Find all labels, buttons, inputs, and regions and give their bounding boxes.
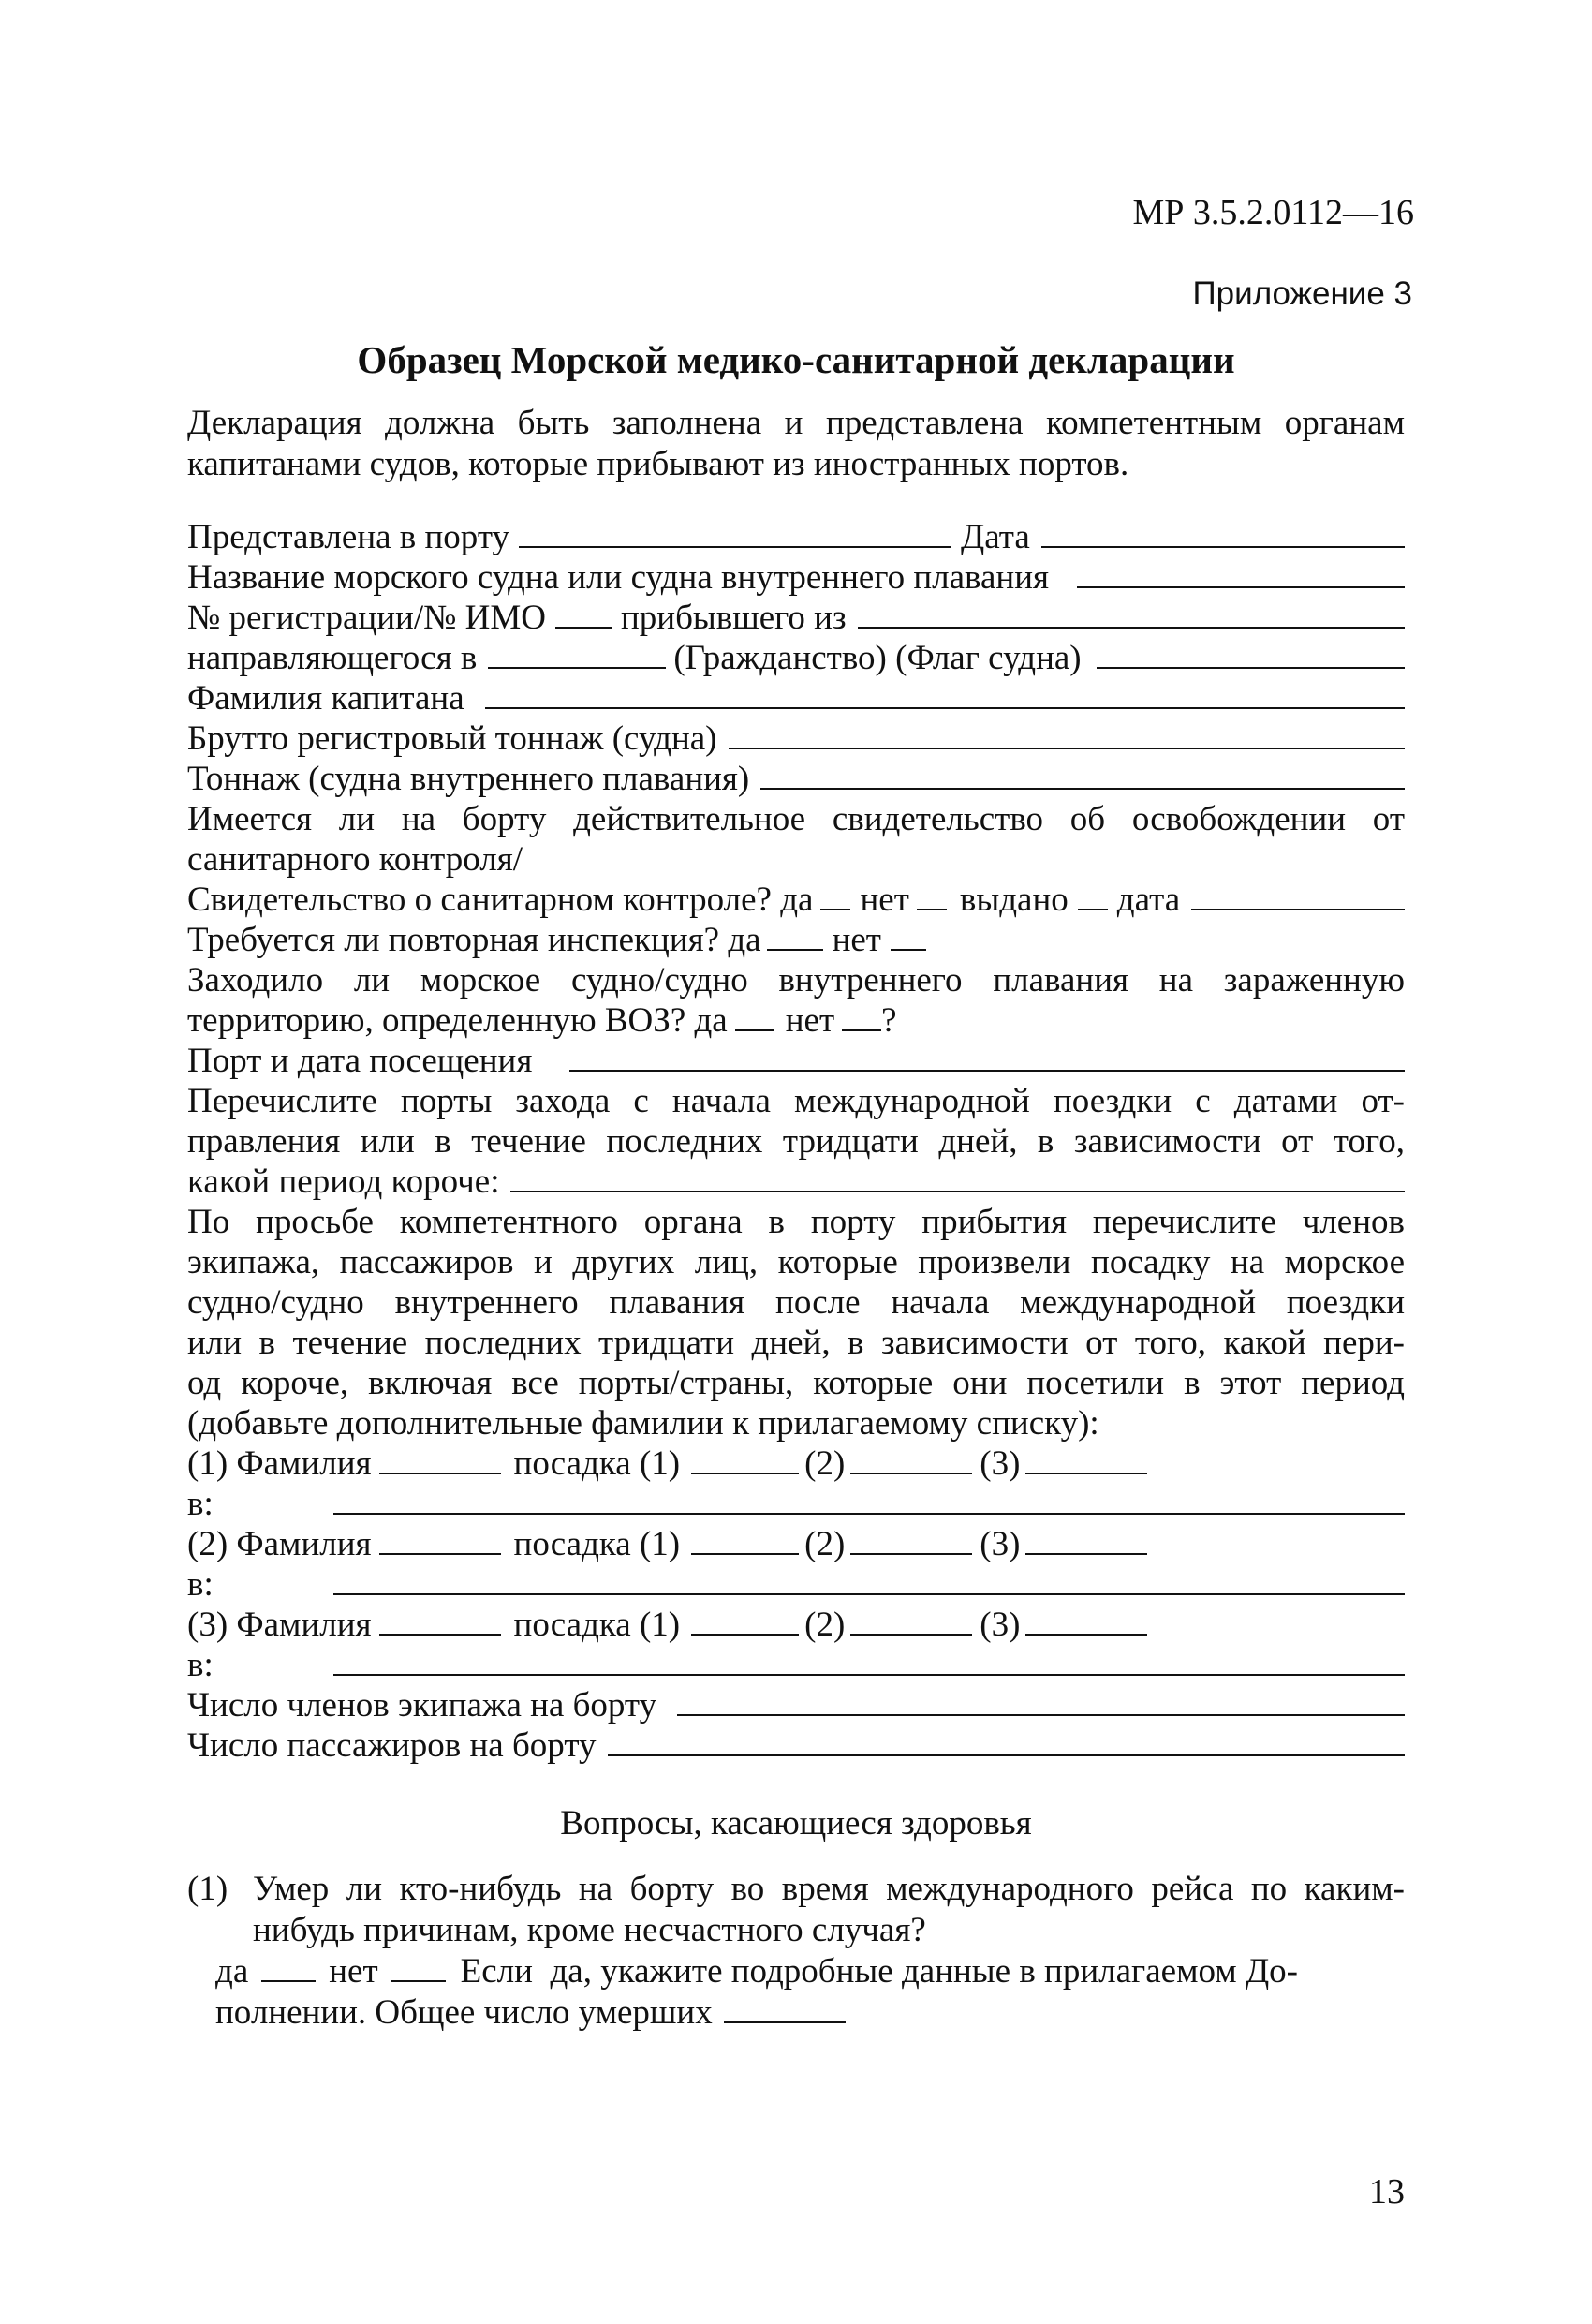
ports-visited-blank[interactable]	[333, 1487, 1405, 1515]
crew-list-last-line: (добавьте дополнительные фамилии к прилагаемому списку):	[187, 1404, 1099, 1443]
form-row-ports-list	[187, 1162, 1405, 1202]
reinspection-yes-blank[interactable]	[767, 923, 823, 951]
yes-blank[interactable]	[261, 1954, 316, 1982]
inland-tonnage-label: Тоннаж (судна внутреннего плавания)	[187, 760, 750, 798]
certificate-date-label: дата	[1116, 881, 1181, 919]
document-code: МР 3.5.2.0112—16	[1132, 193, 1414, 232]
captain-name-label: Фамилия капитана	[187, 679, 464, 718]
question-number: (1)	[187, 1870, 228, 1908]
person-row	[187, 1605, 1405, 1645]
page-number: 13	[1369, 2172, 1405, 2212]
person-ports-row	[187, 1484, 1405, 1524]
total-deaths-label: полнении. Общее число умерших	[215, 1993, 713, 2032]
appendix-label: Приложение 3	[1192, 275, 1412, 312]
boarding-2-blank[interactable]	[850, 1607, 972, 1636]
gross-tonnage-blank[interactable]	[729, 721, 1406, 749]
ports-list-blank[interactable]	[510, 1164, 1405, 1192]
reinspection-no-label: нет	[832, 921, 881, 959]
boarding-3-blank[interactable]	[1025, 1607, 1147, 1636]
port-blank[interactable]	[519, 520, 951, 548]
form-row-port-date-visit	[187, 1041, 1405, 1081]
person-surname-label: (3) Фамилия	[187, 1606, 372, 1644]
boarding-2-blank[interactable]	[850, 1446, 972, 1474]
ports-visited-blank[interactable]	[333, 1648, 1405, 1676]
certificate-no-label: нет	[860, 881, 909, 919]
total-deaths-blank[interactable]	[724, 1995, 846, 2023]
arrived-from-blank[interactable]	[858, 600, 1405, 629]
if-yes-text: Если да, укажите подробные данные в прилагаемом До-	[460, 1952, 1298, 1991]
in-label: в:	[187, 1646, 214, 1684]
form-row-heading-to	[187, 638, 1405, 678]
boarding-label: посадка (1)	[513, 1525, 681, 1563]
health-section-title: Вопросы, касающиеся здоровья	[560, 1804, 1032, 1843]
vessel-name-blank[interactable]	[1077, 560, 1405, 588]
boarding-2-label: (2)	[804, 1525, 846, 1563]
intro-paragraph: Декларация должна быть заполнена и представлена компетентным органам капитанами судов, которые прибывают из иностранных портов.	[187, 404, 1405, 483]
boarding-1-blank[interactable]	[691, 1446, 799, 1474]
form-row-inland-tonnage	[187, 759, 1405, 799]
form-row-reinspection	[187, 920, 1405, 960]
question-text: Умер ли кто-нибудь на борту во время международного рейса по каким-нибудь причинам, кроме несчастного случая?	[253, 1870, 1405, 1949]
question-answer-row	[215, 1951, 1405, 1992]
page-title: Образец Морской медико-санитарной декларации	[357, 338, 1235, 381]
no-blank[interactable]	[391, 1954, 446, 1982]
affected-no-blank[interactable]	[842, 1003, 881, 1031]
form-row-affected-answer	[187, 1000, 1405, 1041]
question-total-row	[215, 1992, 1405, 2034]
person-surname-label: (2) Фамилия	[187, 1525, 372, 1563]
form-row-crew-count	[187, 1685, 1405, 1725]
yes-label: да	[215, 1952, 249, 1991]
crew-list-line: или в течение последних тридцати дней, в зависимости от того, какой пери-	[187, 1324, 1405, 1362]
boarding-2-label: (2)	[804, 1606, 846, 1644]
crew-list-line: По просьбе компетентного органа в порту прибытия перечислите членов	[187, 1203, 1405, 1241]
ports-list-line3: какой период короче:	[187, 1162, 500, 1201]
presented-in-port-label: Представлена в порту	[187, 518, 510, 556]
in-label: в:	[187, 1485, 214, 1523]
reinspection-question-label: Требуется ли повторная инспекция? да	[187, 921, 761, 959]
crew-count-blank[interactable]	[677, 1688, 1405, 1716]
boarding-3-blank[interactable]	[1025, 1446, 1147, 1474]
form-row-certificate	[187, 880, 1405, 920]
exemption-question-line1: Имеется ли на борту действительное свидетельство об освобождении от	[187, 800, 1405, 838]
ports-list-line1: Перечислите порты захода с начала международной поездки с датами от-	[187, 1082, 1405, 1120]
person-row	[187, 1443, 1405, 1484]
nationality-flag-label: (Гражданство) (Флаг судна)	[673, 639, 1082, 677]
affected-question-line1: Заходило ли морское судно/судно внутреннего плавания на зараженную	[187, 961, 1405, 999]
person-ports-row	[187, 1645, 1405, 1685]
in-label: в:	[187, 1565, 214, 1604]
arrived-from-label: прибывшего из	[621, 599, 847, 637]
passenger-count-label: Число пассажиров на борту	[187, 1726, 597, 1765]
boarding-3-blank[interactable]	[1025, 1527, 1147, 1555]
boarding-2-blank[interactable]	[850, 1527, 972, 1555]
certificate-yes-blank[interactable]	[820, 882, 850, 910]
declaration-form	[187, 517, 1405, 1766]
ports-list-line2: правления или в течение последних тридцати дней, в зависимости от того,	[187, 1122, 1405, 1161]
form-row-passenger-count	[187, 1725, 1405, 1766]
certificate-question-label: Свидетельство о санитарном контроле? да	[187, 881, 814, 919]
surname-blank[interactable]	[379, 1446, 501, 1474]
health-question-1	[187, 1869, 1405, 2034]
surname-blank[interactable]	[379, 1607, 501, 1636]
crew-list-line: судно/судно внутреннего плавания после начала международной поездки	[187, 1283, 1405, 1322]
boarding-1-blank[interactable]	[691, 1527, 799, 1555]
boarding-2-label: (2)	[804, 1444, 846, 1483]
form-row-port	[187, 517, 1405, 557]
flag-blank[interactable]	[1097, 641, 1405, 669]
heading-to-label: направляющегося в	[187, 639, 478, 677]
registration-label: № регистрации/№ ИМО	[187, 599, 546, 637]
registration-blank[interactable]	[555, 600, 612, 629]
port-date-visit-blank[interactable]	[569, 1044, 1405, 1072]
affected-question-line2: территорию, определенную ВОЗ? да	[187, 1001, 728, 1040]
boarding-3-label: (3)	[980, 1525, 1021, 1563]
person-ports-row	[187, 1564, 1405, 1605]
person-row	[187, 1524, 1405, 1564]
no-label: нет	[329, 1952, 378, 1991]
certificate-date-blank[interactable]	[1191, 882, 1405, 910]
exemption-question-line2-row	[187, 839, 1405, 880]
captain-name-blank[interactable]	[485, 681, 1405, 709]
boarding-label: посадка (1)	[513, 1444, 681, 1483]
date-label: Дата	[961, 518, 1030, 556]
certificate-no-blank[interactable]	[917, 882, 947, 910]
port-date-visit-label: Порт и дата посещения	[187, 1042, 533, 1080]
person-surname-label: (1) Фамилия	[187, 1444, 372, 1483]
crew-list-last-row	[187, 1403, 1405, 1443]
boarding-3-label: (3)	[980, 1606, 1021, 1644]
issued-label: выдано	[959, 881, 1069, 919]
question-mark: ?	[881, 1001, 897, 1040]
reinspection-no-blank[interactable]	[891, 923, 926, 951]
crew-count-label: Число членов экипажа на борту	[187, 1686, 657, 1724]
affected-no-label: нет	[785, 1001, 835, 1040]
vessel-name-label: Название морского судна или судна внутреннего плавания	[187, 558, 1050, 597]
passenger-count-blank[interactable]	[608, 1728, 1405, 1756]
crew-list-line: экипажа, пассажиров и других лиц, которые произвели посадку на морское	[187, 1243, 1405, 1281]
crew-list-line: од короче, включая все порты/страны, которые они посетили в этот период	[187, 1364, 1405, 1402]
affected-yes-blank[interactable]	[735, 1003, 774, 1031]
ports-visited-blank[interactable]	[333, 1567, 1405, 1595]
form-row-gross-tonnage	[187, 718, 1405, 759]
surname-blank[interactable]	[379, 1527, 501, 1555]
heading-to-blank[interactable]	[488, 641, 666, 669]
issued-blank[interactable]	[1078, 882, 1108, 910]
boarding-1-blank[interactable]	[691, 1607, 799, 1636]
form-row-registration	[187, 598, 1405, 638]
form-row-captain	[187, 678, 1405, 718]
exemption-question-line2: санитарного контроля/	[187, 840, 523, 879]
boarding-label: посадка (1)	[513, 1606, 681, 1644]
form-row-vessel-name	[187, 557, 1405, 598]
gross-tonnage-label: Брутто регистровый тоннаж (судна)	[187, 719, 717, 758]
inland-tonnage-blank[interactable]	[760, 762, 1405, 790]
boarding-3-label: (3)	[980, 1444, 1021, 1483]
date-blank[interactable]	[1041, 520, 1405, 548]
